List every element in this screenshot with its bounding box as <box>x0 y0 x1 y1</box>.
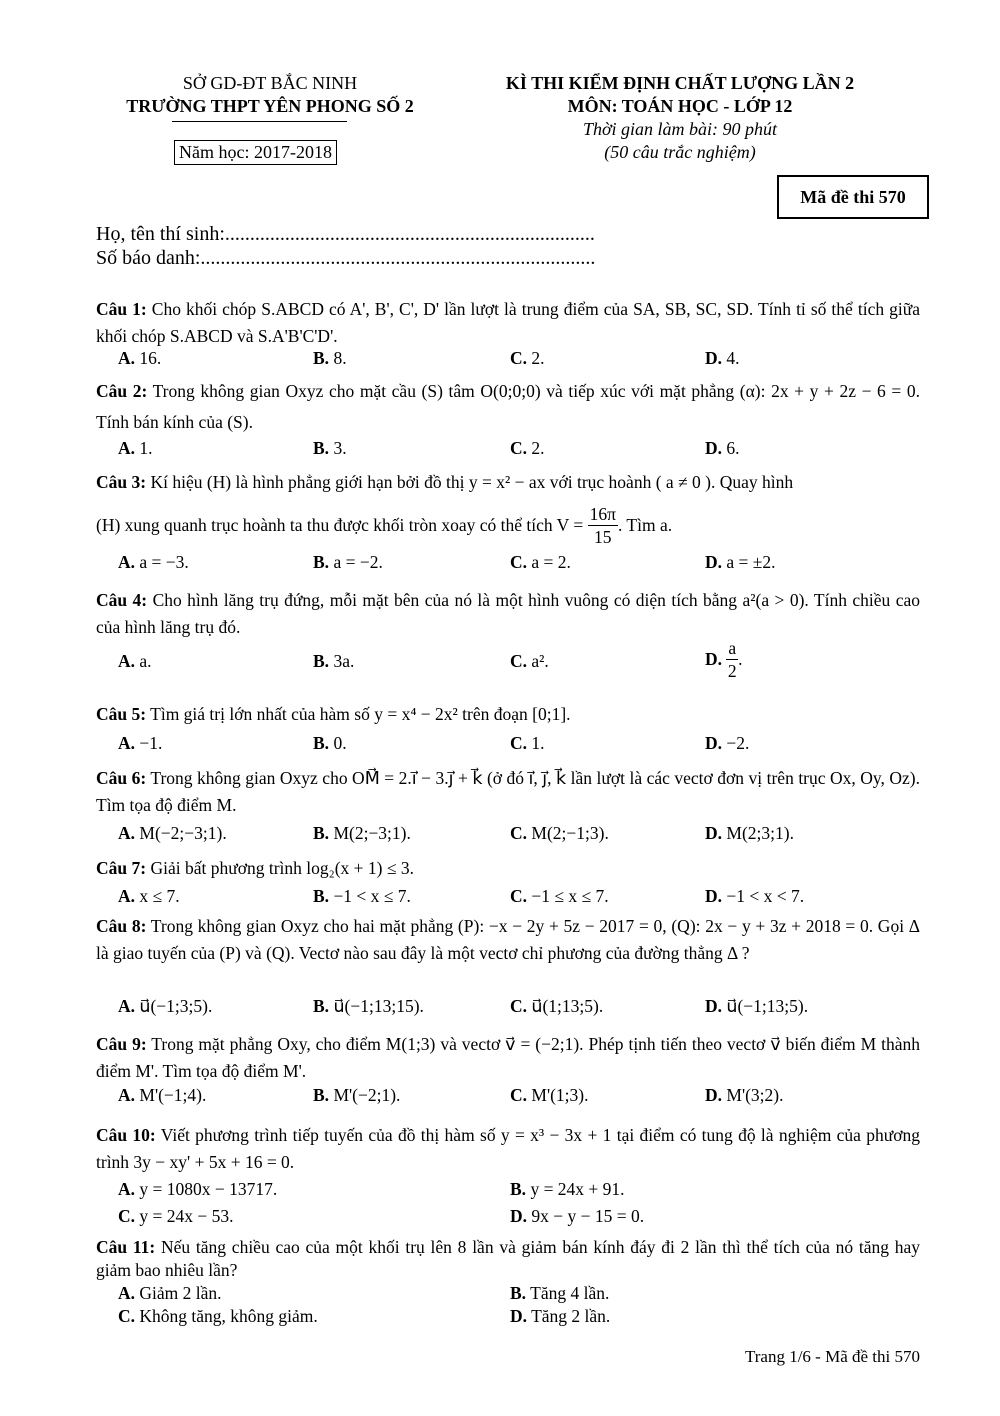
question-label: Câu 5: <box>96 704 147 724</box>
question-8 <box>96 913 920 967</box>
question-text: Trong không gian Oxyz cho hai mặt phẳng (P): −x − 2y + 5z − 2017 = 0, (Q): 2x − y + 3z + 2018 = 0. Gọi Δ là giao tuyến của (P) và (Q). Vectơ nào sau đây là một vectơ chỉ phương của đường thẳng Δ ? <box>96 916 921 963</box>
q7-option-b: B. −1 < x ≤ 7. <box>313 886 411 906</box>
question-text: Viết phương trình tiếp tuyến của đồ thị hàm số y = x³ − 3x + 1 tại điểm có tung độ là nghiệm của phương trình 3y − xy' + 5x + 16 = 0. <box>96 1125 920 1172</box>
student-id-field: Số báo danh:............................................................................... <box>96 247 596 269</box>
exam-code: Mã đề thi 570 <box>777 175 929 219</box>
q11-option-a: A. Giảm 2 lần. <box>118 1283 222 1303</box>
q11-option-b: B. Tăng 4 lần. <box>510 1283 610 1303</box>
header-right <box>470 72 890 164</box>
q3-option-c: C. a = 2. <box>510 552 571 572</box>
q4-option-c: C. a². <box>510 651 549 671</box>
q5-option-a: A. −1. <box>118 733 163 753</box>
question-3-line-2 <box>96 500 920 550</box>
q8-option-a: A. u⃗(−1;3;5). <box>118 996 213 1016</box>
question-5 <box>96 701 920 728</box>
question-2 <box>96 376 920 438</box>
q9-option-d: D. M'(3;2). <box>705 1085 784 1105</box>
question-label: Câu 6: <box>96 768 147 788</box>
q6-option-b: B. M(2;−3;1). <box>313 823 411 843</box>
question-label: Câu 1: <box>96 299 147 319</box>
q4-option-a: A. a. <box>118 651 152 671</box>
question-6 <box>96 765 920 819</box>
question-count: (50 câu trắc nghiệm) <box>604 142 756 162</box>
school-name: TRƯỜNG THPT YÊN PHONG SỐ 2 <box>126 96 414 116</box>
q11-option-c: C. Không tăng, không giảm. <box>118 1306 318 1326</box>
question-text: Trong không gian Oxyz cho OM⃗ = 2.i⃗ − 3.j⃗ + k⃗ (ở đó i⃗, j⃗, k⃗ lần lượt là các vectơ đơn vị trên trục Ox, Oy, Oz). Tìm tọa độ điểm M. <box>96 768 921 815</box>
exam-duration: Thời gian làm bài: 90 phút <box>582 119 778 139</box>
q8-option-c: C. u⃗(1;13;5). <box>510 996 604 1016</box>
q1-option-b: B. 8. <box>313 348 347 368</box>
q10-option-d: D. 9x − y − 15 = 0. <box>510 1206 645 1226</box>
q4-option-d: D. $\frac{a}{2}$ . <box>705 638 743 681</box>
q9-option-a: A. M'(−1;4). <box>118 1085 207 1105</box>
question-text: (H) xung quanh trục hoành ta thu được khối tròn xoay có thể tích V = <box>96 514 584 535</box>
q9-option-c: C. M'(1;3). <box>510 1085 589 1105</box>
q10-option-a: A. y = 1080x − 13717. <box>118 1179 278 1199</box>
question-text: Cho hình lăng trụ đứng, mỗi mặt bên của nó là một hình vuông có diện tích bằng a²(a > 0). Tính chiều cao của hình lăng trụ đó. <box>96 590 921 637</box>
q7-option-d: D. −1 < x < 7. <box>705 886 805 906</box>
q5-option-c: C. 1. <box>510 733 545 753</box>
q7-option-c: C. −1 ≤ x ≤ 7. <box>510 886 609 906</box>
question-label: Câu 8: <box>96 916 147 936</box>
q5-option-d: D. −2. <box>705 733 750 753</box>
question-label: Câu 3: <box>96 472 147 492</box>
q1-option-c: C. 2. <box>510 348 545 368</box>
question-label: Câu 9: <box>96 1034 147 1054</box>
question-text: Cho khối chóp S.ABCD có A', B', C', D' lần lượt là trung điểm của SA, SB, SC, SD. Tính tỉ số thể tích giữa khối chóp S.ABCD và S.A'B'C'D'. <box>96 299 921 346</box>
question-text: Tìm giá trị lớn nhất của hàm số y = x⁴ − 2x² trên đoạn [0;1]. <box>150 704 571 724</box>
q3-option-b: B. a = −2. <box>313 552 383 572</box>
q8-option-b: B. u⃗(−1;13;15). <box>313 996 424 1016</box>
q10-option-c: C. y = 24x − 53. <box>118 1206 234 1226</box>
question-label: Câu 10: <box>96 1125 156 1145</box>
exam-subject: MÔN: TOÁN HỌC - LỚP 12 <box>567 96 793 116</box>
question-1 <box>96 296 920 350</box>
question-label: Câu 2: <box>96 381 148 401</box>
q2-option-c: C. 2. <box>510 438 545 458</box>
q6-option-c: C. M(2;−1;3). <box>510 823 609 843</box>
q10-option-b: B. y = 24x + 91. <box>510 1179 625 1199</box>
q7-option-a: A. x ≤ 7. <box>118 886 180 906</box>
volume-fraction: $\frac{16\pi}{15}$ <box>589 503 616 547</box>
student-name-field: Họ, tên thí sinh:.......................................................................... <box>96 223 595 245</box>
q9-option-b: B. M'(−2;1). <box>313 1085 401 1105</box>
question-11 <box>96 1236 920 1282</box>
header-divider <box>172 121 347 122</box>
question-text: Nếu tăng chiều cao của một khối trụ lên 8 lần và giảm bán kính đáy đi 2 lần thì thể tích của nó tăng hay giảm bao nhiêu lần? <box>96 1237 921 1280</box>
q1-option-a: A. 16. <box>118 348 162 368</box>
question-10 <box>96 1122 920 1176</box>
q2-option-d: D. 6. <box>705 438 740 458</box>
page-footer: Trang 1/6 - Mã đề thi 570 <box>744 1347 920 1366</box>
exam-title: KÌ THI KIỂM ĐỊNH CHẤT LƯỢNG LẦN 2 <box>505 73 855 93</box>
question-text: Giải bất phương trình log₂(x + 1) ≤ 3. <box>150 858 414 878</box>
q3-option-a: A. a = −3. <box>118 552 189 572</box>
question-text: Trong không gian Oxyz cho mặt cầu (S) tâm O(0;0;0) và tiếp xúc với mặt phẳng (α): 2x + y + 2z − 6 = 0. Tính bán kính của (S). <box>96 381 921 432</box>
school-year: Năm học: 2017-2018 <box>174 140 337 165</box>
q2-option-a: A. 1. <box>118 438 153 458</box>
q8-option-d: D. u⃗(−1;13;5). <box>705 996 809 1016</box>
question-3 <box>96 469 920 496</box>
question-text: Kí hiệu (H) là hình phẳng giới hạn bởi đồ thị y = x² − ax với trục hoành ( a ≠ 0 ). Quay hình <box>150 472 794 492</box>
question-label: Câu 4: <box>96 590 148 610</box>
q6-option-a: A. M(−2;−3;1). <box>118 823 227 843</box>
q2-option-b: B. 3. <box>313 438 347 458</box>
question-9 <box>96 1031 920 1085</box>
q4-option-b: B. 3a. <box>313 651 355 671</box>
question-4 <box>96 587 920 641</box>
header-left <box>120 72 420 118</box>
question-text: Trong mặt phẳng Oxy, cho điểm M(1;3) và vectơ v⃗ = (−2;1). Phép tịnh tiến theo vectơ v⃗ biến điểm M thành điểm M'. Tìm tọa độ điểm M'. <box>96 1034 920 1081</box>
q6-option-d: D. M(2;3;1). <box>705 823 794 843</box>
q5-option-b: B. 0. <box>313 733 347 753</box>
q3-option-d: D. a = ±2. <box>705 552 776 572</box>
question-label: Câu 7: <box>96 858 147 878</box>
question-text: . Tìm a. <box>617 514 673 535</box>
department-name: SỞ GD-ĐT BẮC NINH <box>182 73 358 93</box>
student-info <box>96 222 595 270</box>
question-label: Câu 11: <box>96 1237 156 1257</box>
q11-option-d: D. Tăng 2 lần. <box>510 1306 611 1326</box>
q1-option-d: D. 4. <box>705 348 740 368</box>
question-7 <box>96 855 920 882</box>
